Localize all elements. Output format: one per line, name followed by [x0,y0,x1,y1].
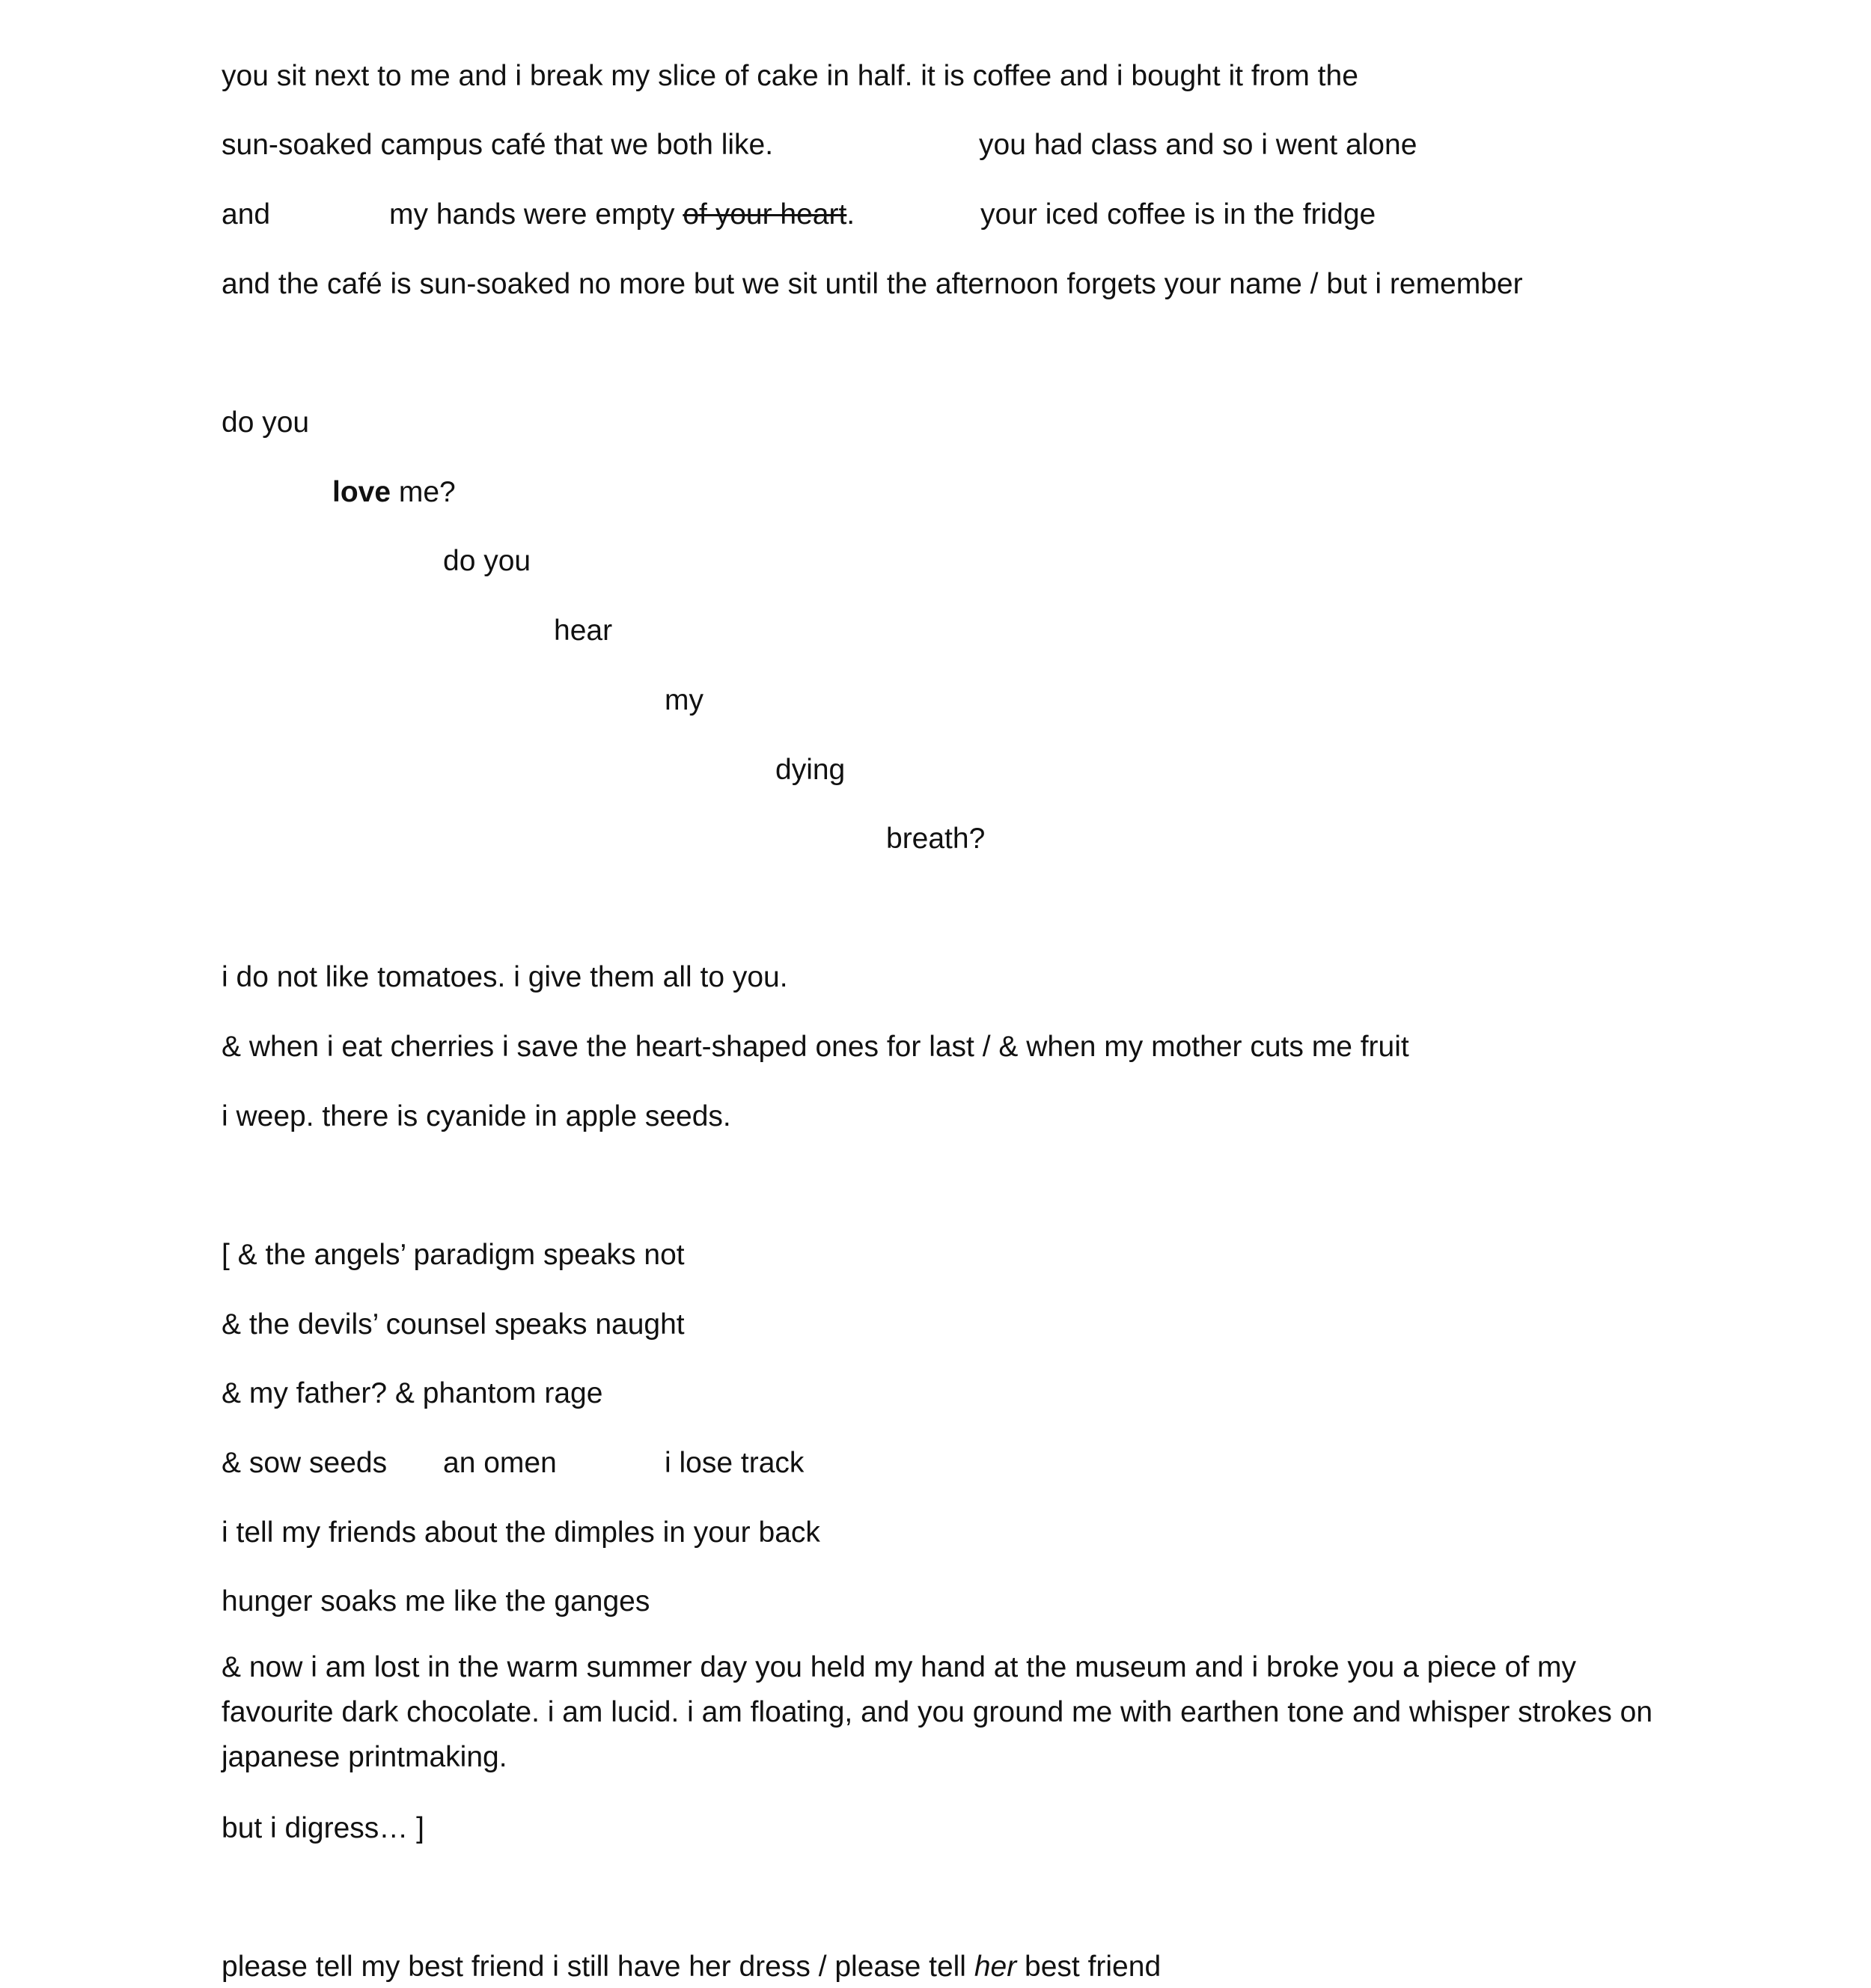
stanza3-line2: & when i eat cherries i save the heart-shaped ones for last / & when my mother cuts me fruit [222,1031,1409,1063]
stanza1-line1: you sit next to me and i break my slice of cake in half. it is coffee and i bought it from the [222,60,1358,92]
stanza1-line3a: and [222,198,271,231]
stanza5-text-b: best friend [1016,1951,1162,1983]
cascade-word-7: breath? [886,823,986,855]
stanza1-line2b: you had class and so i went alone [979,129,1417,161]
stanza5-text-a: please tell my best friend i still have her dress / please tell [222,1951,974,1983]
stanza1-line3b [389,200,855,229]
stanza4-line1: [ & the angels’ paradigm speaks not [222,1239,685,1271]
line3-text: my hands were empty [389,198,683,231]
stanza1-line4: and the café is sun-soaked no more but we sit until the afternoon forgets your name / but i remember [222,268,1523,300]
cascade-word-4: hear [554,615,613,647]
cascade-word-1: do you [222,406,310,439]
bold-love: love [332,476,391,508]
stanza4-line8: but i digress… ] [222,1812,424,1844]
line3-period: . [846,198,855,231]
stanza1-line2a: sun-soaked campus café that we both like. [222,129,774,161]
cascade-word-6: dying [775,754,846,786]
cascade-word-2-rest: me? [391,476,456,508]
stanza4-line4c: i lose track [665,1447,805,1479]
struck-text: of your heart [683,198,847,231]
cascade-word-2 [332,478,456,507]
stanza4-line6: hunger soaks me like the ganges [222,1585,650,1617]
stanza4-line3: & my father? & phantom rage [222,1377,603,1409]
stanza4-line4a: & sow seeds [222,1447,388,1479]
stanza5-line1 [222,1952,1161,1981]
stanza3-line1: i do not like tomatoes. i give them all to you. [222,961,788,993]
cascade-word-3: do you [443,545,531,577]
stanza4-line2: & the devils’ counsel speaks naught [222,1308,685,1341]
cascade-word-5: my [665,684,703,716]
italic-her: her [974,1951,1017,1983]
stanza3-line3: i weep. there is cyanide in apple seeds. [222,1100,731,1132]
stanza4-line5: i tell my friends about the dimples in your back [222,1516,820,1549]
stanza4-line4b: an omen [443,1447,557,1479]
stanza4-paragraph: & now i am lost in the warm summer day you held my hand at the museum and i broke you a piece of my favourite dark chocolate. i am lucid. i am floating, and you ground me with earthen tone and whisper strokes on japanese printmaking. [222,1651,1653,1773]
stanza1-line3d: your iced coffee is in the fridge [980,198,1376,231]
